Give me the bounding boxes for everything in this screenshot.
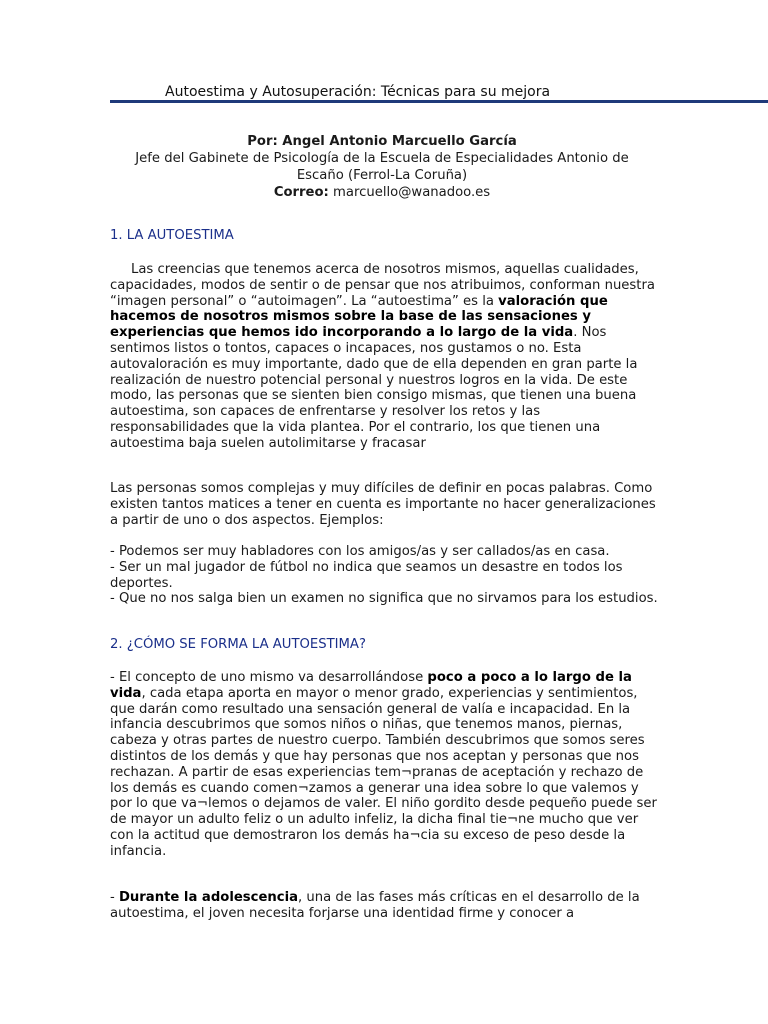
section-2-heading: 2. ¿CÓMO SE FORMA LA AUTOESTIMA?	[110, 637, 366, 652]
examples-list	[110, 544, 658, 607]
p1-text-c: . Nos sentimos listos o tontos, capaces o incapaces, nos gustamos o no. Esta autovaloración es muy importante, dado que de ella dependen en gran parte la realización de nuestro potencial personal y nuestros logros en la vida. De este modo, las personas que se sienten bien consigo mismas, que tienen una buena autoestima, son capaces de enfrentarse y resolver los retos y las responsabilidades que la vida plantea. Por el contrario, los que tienen una autoestima baja suelen autolimitarse y fracasar	[110, 325, 638, 451]
section-1-paragraph-1	[110, 262, 658, 452]
section-1-paragraph-2: Las personas somos complejas y muy difíciles de definir en pocas palabras. Como existen tantos matices a tener en cuenta es importante no hacer generalizaciones a partir de uno o dos aspectos. Ejemplos:	[110, 481, 656, 528]
document-title: Autoestima y Autosuperación: Técnicas para su mejora	[165, 84, 551, 100]
email-address[interactable]: marcuello@wanadoo.es	[333, 185, 491, 200]
author-line: Por: Angel Antonio Marcuello García	[247, 134, 517, 149]
s2p2-bold: Durante la adolescencia	[118, 890, 299, 905]
s2p1-bold: poco a poco a lo largo de la vida	[110, 670, 632, 701]
example-item: - Que no nos salga bien un examen no significa que no sirvamos para los estudios.	[110, 591, 658, 607]
s2p1-text-a: - El concepto de uno mismo va desarrollándose	[110, 670, 428, 685]
email-label: Correo:	[273, 185, 329, 200]
section-2-paragraph-1	[110, 670, 658, 860]
example-item: - Podemos ser muy habladores con los amigos/as y ser callados/as en casa.	[110, 544, 610, 559]
s2p1-text-c: , cada etapa aporta en mayor o menor grado, experiencias y sentimientos, que darán como resultado una sensación general de valía e incapacidad. En la infancia descubrimos que somos niños o niñas, que tenemos manos, piernas, cabeza y otras partes de nuestro cuerpo. También descubrimos que somos seres distintos de los demás y que hay personas que nos aceptan y personas que nos rechazan. A partir de esas experiencias tem¬pranas de aceptación y rechazo de los demás es cuando comen¬zamos a generar una idea sobre lo que valemos y por lo que va¬lemos o dejamos de valer. El niño gordito desde pequeño puede ser de mayor un adulto feliz o un adulto infeliz, la dicha final tie¬ne mucho que ver con la actitud que demostraron los demás ha¬cia su exceso de peso desde la infancia.	[110, 685, 657, 859]
s2p2-text-a: -	[110, 890, 119, 905]
p1-text-a: Las creencias que tenemos acerca de nosotros mismos, aquellas cualidades, capacidades, modos de sentir o de pensar que nos atribuimos, conforman nuestra “imagen personal” o “autoimagen”. La “autoestima” es la	[110, 262, 655, 309]
section-2-paragraph-2	[110, 890, 658, 922]
example-item: - Ser un mal jugador de fútbol no indica que seamos un desastre en todos los deportes.	[110, 559, 623, 591]
section-1-heading: 1. LA AUTOESTIMA	[110, 228, 234, 243]
title-underline	[110, 100, 768, 103]
s2p2-text-c: , una de las fases más críticas en el desarrollo de la autoestima, el joven necesita forjarse una identidad firme y conocer a	[110, 890, 640, 921]
contact-line	[110, 184, 654, 201]
affiliation: Jefe del Gabinete de Psicología de la Escuela de Especialidades Antonio de Escaño (Ferrol-La Coruña)	[135, 151, 629, 183]
byline	[110, 133, 654, 201]
p1-bold: valoración que hacemos de nosotros mismos sobre la base de las sensaciones y experiencias que hemos ido incorporando a lo largo de la vida	[110, 293, 608, 341]
